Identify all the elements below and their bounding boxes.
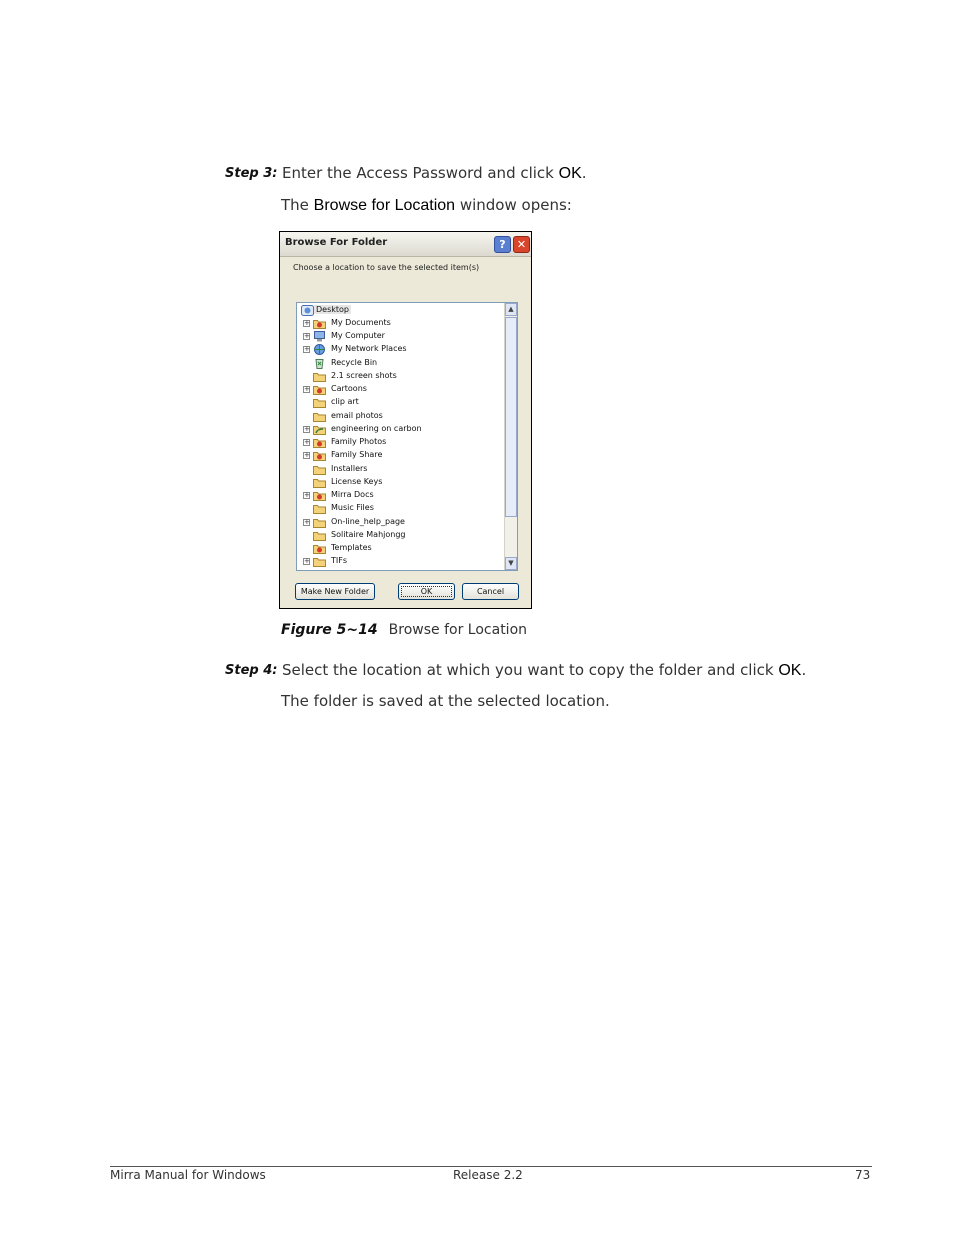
shared-folder-icon xyxy=(313,424,326,435)
desktop-icon xyxy=(301,305,314,316)
tree-item-label: engineering on carbon xyxy=(331,424,422,433)
tree-item-cartoons[interactable] xyxy=(297,383,503,396)
my-computer-icon xyxy=(313,331,326,342)
step-3-label: Step 3: xyxy=(225,166,278,181)
expand-icon[interactable]: + xyxy=(304,319,310,327)
tree-item-label: clip art xyxy=(331,397,359,406)
step-4-text xyxy=(282,661,806,680)
step-3-period: . xyxy=(581,164,587,182)
network-places-icon xyxy=(313,344,326,355)
dialog-instruction: Choose a location to save the selected item(s) xyxy=(293,263,480,272)
footer-page-number: 73 xyxy=(855,1168,871,1182)
tree-item-screen-shots[interactable] xyxy=(297,370,503,383)
recycle-bin-icon xyxy=(313,358,326,369)
tree-item-label: Recycle Bin xyxy=(331,358,378,367)
tree-item-solitaire-mahjongg[interactable] xyxy=(297,529,503,542)
tree-item-my-network-places[interactable] xyxy=(297,343,503,356)
close-button[interactable]: ✕ xyxy=(513,236,530,253)
my-documents-icon xyxy=(313,318,326,329)
folder-icon xyxy=(313,411,326,422)
figure-caption-text: Browse for Location xyxy=(388,622,528,638)
sentence-start: The xyxy=(281,196,314,214)
dialog-title: Browse For Folder xyxy=(285,237,388,248)
tree-item-label: My Computer xyxy=(331,331,385,340)
scroll-thumb[interactable] xyxy=(505,317,517,517)
tree-item-label: 2.1 screen shots xyxy=(331,371,397,380)
footer-release: Release 2.2 xyxy=(453,1168,523,1182)
tree-item-mirra-docs[interactable] xyxy=(297,489,503,502)
tree-item-label: Cartoons xyxy=(331,384,367,393)
folder-icon xyxy=(313,477,326,488)
tree-item-recycle-bin[interactable] xyxy=(297,357,503,370)
expand-icon[interactable]: + xyxy=(304,491,310,499)
browse-for-location-term: Browse for Location xyxy=(313,197,456,214)
folder-icon xyxy=(313,517,326,528)
tree-item-email-photos[interactable] xyxy=(297,410,503,423)
tree-scrollbar[interactable] xyxy=(504,303,517,570)
mirra-folder-icon xyxy=(313,490,326,501)
mirra-folder-icon xyxy=(313,450,326,461)
expand-icon[interactable]: + xyxy=(304,438,310,446)
expand-icon[interactable]: + xyxy=(304,557,310,565)
sentence-end: window opens: xyxy=(455,196,572,214)
tree-item-label: Family Photos xyxy=(331,437,387,446)
expand-icon[interactable]: + xyxy=(304,518,310,526)
scroll-down-button[interactable]: ▼ xyxy=(505,557,517,570)
window-opens-sentence xyxy=(281,196,572,215)
expand-icon[interactable]: + xyxy=(304,425,310,433)
footer-rule xyxy=(110,1166,872,1167)
scroll-up-button[interactable]: ▲ xyxy=(505,303,517,316)
tree-item-license-keys[interactable] xyxy=(297,476,503,489)
tree-item-label: Family Share xyxy=(331,450,383,459)
folder-icon xyxy=(313,464,326,475)
tree-item-label: License Keys xyxy=(331,477,383,486)
tree-item-label: Solitaire Mahjongg xyxy=(331,530,406,539)
tree-item-label: TIFs xyxy=(331,556,348,565)
expand-icon[interactable]: + xyxy=(304,451,310,459)
footer-manual-title: Mirra Manual for Windows xyxy=(110,1168,266,1182)
ok-button[interactable] xyxy=(398,583,455,600)
figure-caption xyxy=(281,619,527,638)
cancel-button[interactable]: Cancel xyxy=(462,583,519,600)
step-3-instruction: Enter the Access Password and click xyxy=(282,164,559,182)
tree-item-label: email photos xyxy=(331,411,383,420)
tree-item-label: On-line_help_page xyxy=(331,517,405,526)
focus-ring xyxy=(401,586,452,597)
tree-item-installers[interactable] xyxy=(297,463,503,476)
tree-item-engineering-on-carbon[interactable] xyxy=(297,423,503,436)
step-4-label: Step 4: xyxy=(225,663,278,678)
result-text: The folder is saved at the selected location. xyxy=(281,692,610,710)
folder-icon xyxy=(313,556,326,567)
ok-button-label: OK xyxy=(420,587,433,596)
tree-item-label: Music Files xyxy=(331,503,374,512)
tree-item-my-computer[interactable] xyxy=(297,330,503,343)
step-4-instruction: Select the location at which you want to copy the folder and click xyxy=(282,661,779,679)
folder-icon xyxy=(313,397,326,408)
tree-item-tifs[interactable] xyxy=(297,555,503,568)
ok-term: OK xyxy=(778,662,802,679)
expand-icon[interactable]: + xyxy=(304,332,310,340)
ok-term: OK xyxy=(558,165,582,182)
step-3-text xyxy=(282,164,587,183)
tree-item-label: Mirra Docs xyxy=(331,490,374,499)
tree-item-family-share[interactable] xyxy=(297,449,503,462)
tree-item-clip-art[interactable] xyxy=(297,396,503,409)
tree-item-label: My Network Places xyxy=(331,344,407,353)
tree-item-desktop[interactable] xyxy=(297,304,503,317)
tree-item-label: Desktop xyxy=(316,305,349,314)
folder-icon xyxy=(313,371,326,382)
tree-item-templates[interactable] xyxy=(297,542,503,555)
expand-icon[interactable]: + xyxy=(304,345,310,353)
step-4-period: . xyxy=(801,661,807,679)
mirra-folder-icon xyxy=(313,543,326,554)
tree-item-label: Installers xyxy=(331,464,368,473)
browse-for-folder-dialog xyxy=(279,231,532,609)
mirra-folder-icon xyxy=(313,384,326,395)
tree-item-music-files[interactable] xyxy=(297,502,503,515)
tree-item-family-photos[interactable] xyxy=(297,436,503,449)
folder-icon xyxy=(313,503,326,514)
help-button[interactable]: ? xyxy=(494,236,511,253)
tree-item-online-help-page[interactable] xyxy=(297,516,503,529)
folder-icon xyxy=(313,530,326,541)
figure-label: Figure 5~14 xyxy=(281,622,378,638)
mirra-folder-icon xyxy=(313,437,326,448)
folder-tree[interactable] xyxy=(296,302,518,571)
dialog-titlebar xyxy=(280,232,531,257)
tree-item-my-documents[interactable] xyxy=(297,317,503,330)
tree-item-label: Templates xyxy=(331,543,372,552)
tree-item-label: My Documents xyxy=(331,318,391,327)
expand-icon[interactable]: + xyxy=(304,385,310,393)
make-new-folder-button[interactable]: Make New Folder xyxy=(295,583,375,600)
